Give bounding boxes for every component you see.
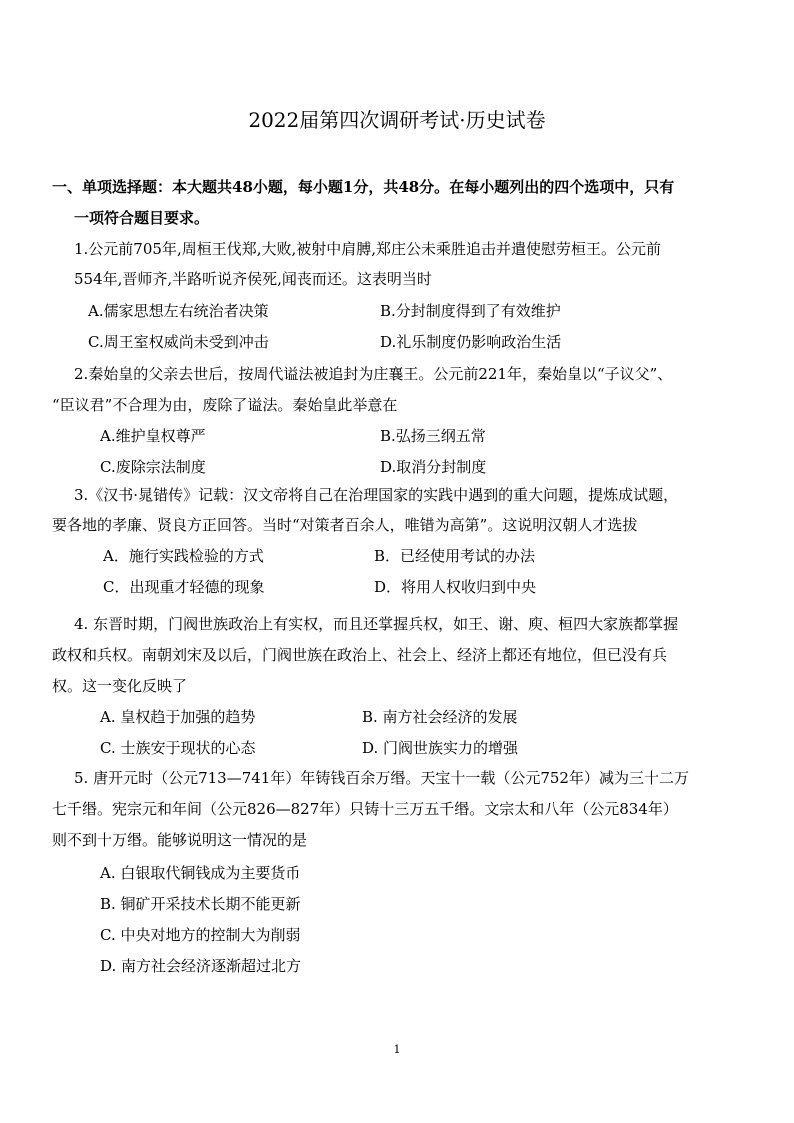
section-heading-line-2: 一项符合题目要求。 [74,209,210,227]
option-a: A．施行实践检验的方式 [103,547,264,565]
option-a: A.维护皇权尊严 [100,427,206,445]
option-b: B. 南方社会经济的发展 [362,708,518,726]
option-a: A.儒家思想左右统治者决策 [88,302,269,320]
option-c: C.周王室权威尚未受到冲击 [88,333,269,351]
option-c: C. 士族安于现状的心态 [100,739,256,757]
question-text-line: 1.公元前705年,周桓王伐郑,大败,被射中肩膊,郑庄公未乘胜追击并遣使慰劳桓王。公元前 [74,240,662,258]
page-number: 1 [393,1043,401,1056]
page-title: 2022届第四次调研考试·历史试卷 [248,108,546,132]
question-text-line: 权。这一变化反映了 [52,677,188,695]
option-a: A. 白银取代铜钱成为主要货币 [100,864,301,882]
question-text-line: 554年,晋师齐,半路听说齐侯死,闻丧而还。这表明当时 [74,270,432,288]
option-b: B．已经使用考试的办法 [374,547,536,565]
question-text-line: 则不到十万缗。能够说明这一情况的是 [52,831,308,849]
question-text-line: 5. 唐开元时（公元713—741年）年铸钱百余万缗。天宝十一载（公元752年）减为三十二万 [74,769,689,787]
option-d: D.取消分封制度 [380,458,487,476]
option-c: C. 中央对地方的控制大为削弱 [100,926,301,944]
question-text-line: 要各地的孝廉、贤良方正回答。当时“对策者百余人，唯错为高第”。这说明汉朝人才选拔 [52,516,638,534]
option-b: B. 铜矿开采技术长期不能更新 [100,895,301,913]
option-b: B.分封制度得到了有效维护 [380,302,561,320]
question-text-line: 4. 东晋时期，门阀世族政治上有实权，而且还掌握兵权，如王、谢、庾、桓四大家族都掌握 [74,615,679,633]
option-c: C.废除宗法制度 [100,458,206,476]
option-b: B.弘扬三纲五常 [380,427,486,445]
option-d: D. 门阀世族实力的增强 [362,739,519,757]
section-heading-line-1: 一、单项选择题：本大题共48小题，每小题1分，共48分。在每小题列出的四个选项中，只有 [52,178,675,196]
question-text-line: 七千缗。宪宗元和年间（公元826—827年）只铸十三万五千缗。文宗太和八年（公元834年） [52,800,678,818]
question-text-line: 政权和兵权。南朝刘宋及以后，门阀世族在政治上、社会上、经济上都还有地位，但已没有兵 [52,646,668,664]
option-d: D.礼乐制度仍影响政治生活 [380,333,562,351]
option-c: C．出现重才轻德的现象 [103,578,265,596]
option-a: A. 皇权趋于加强的趋势 [100,708,256,726]
question-text-line: 3.《汉书·晁错传》记载：汉文帝将自己在治理国家的实践中遇到的重大问题，提炼成试题， [74,486,679,504]
option-d: D. 南方社会经济逐渐超过北方 [100,957,302,975]
option-d: D．将用人权收归到中央 [374,578,537,596]
question-text-line: 2.秦始皇的父亲去世后，按周代谥法被追封为庄襄王。公元前221年，秦始皇以“子议父”、 [74,365,673,383]
question-text-line: “臣议君”不合理为由，废除了谥法。秦始皇此举意在 [52,396,398,414]
